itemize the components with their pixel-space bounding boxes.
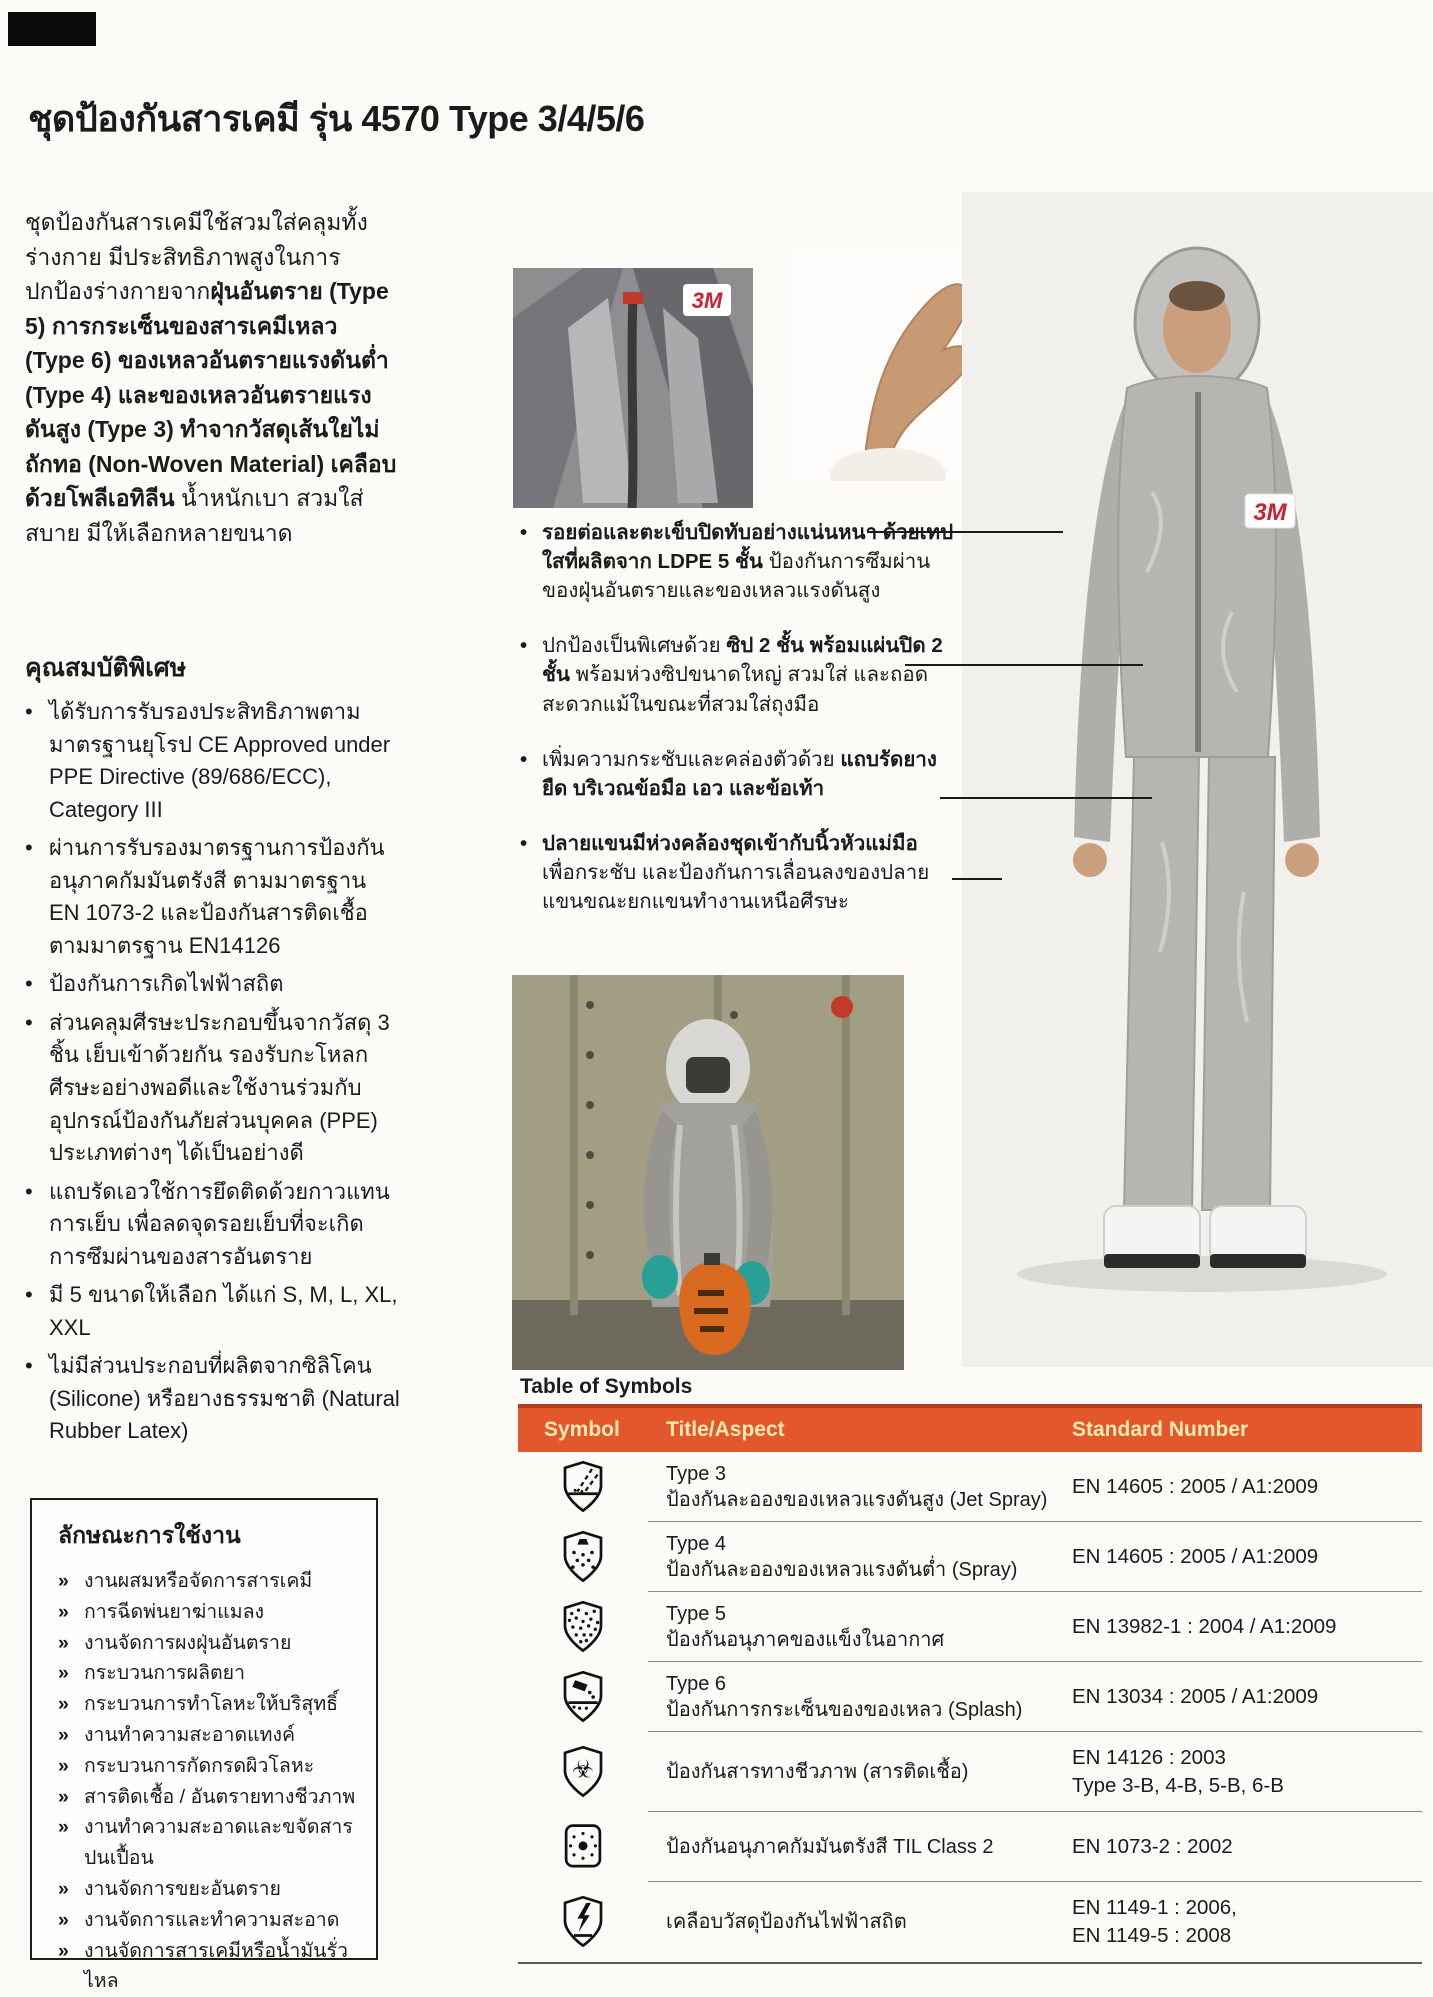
suit-photo-art bbox=[962, 192, 1433, 1367]
brand-logo-3m: 3M bbox=[691, 288, 723, 313]
usage-item bbox=[58, 1782, 366, 1813]
callout-item bbox=[520, 745, 956, 803]
brand-logo-3m: 3M bbox=[1253, 499, 1287, 526]
callout-connector-line bbox=[940, 797, 1152, 799]
feature-text: ผ่านการรับรองมาตรฐานการป้องกันอนุภาคกัมมันตรังสี ตามมาตรฐาน EN 1073-2 และป้องกันสารติดเชื้อตามมาตรฐาน EN14126 bbox=[49, 835, 385, 958]
callout-connector-line bbox=[867, 531, 1063, 533]
row-title-aspect: ป้องกันอนุภาคของแข็งในอากาศ bbox=[666, 1629, 945, 1651]
callout-pre: เพิ่มความกระชับและคล่องตัวด้วย bbox=[542, 747, 841, 771]
usage-box bbox=[30, 1498, 378, 1993]
row-standard-number: EN 14605 : 2005 / A1:2009 bbox=[1072, 1545, 1319, 1569]
splash-shield-icon bbox=[560, 1670, 606, 1724]
usage-item bbox=[58, 1566, 366, 1597]
chevron-bullet-icon: » bbox=[58, 1939, 69, 1962]
intro-bold: ฝุ่นอันตราย (Type 5) การกระเซ็นของสารเคมีเหลว (Type 6) ของเหลวอันตรายแรงดันต่ำ (Type 4) และของเหลวอันตรายแรงดันสูง (Type 3) ทำจากวัสดุเส้นใยไม่ถักทอ (Non-Woven Material) เคลือบด้วยโพลีเอทิลีน bbox=[25, 278, 397, 511]
row-title-aspect: ป้องกันอนุภาคกัมมันตรังสี TIL Class 2 bbox=[666, 1836, 994, 1858]
usage-text: กระบวนการผลิตยา bbox=[84, 1662, 246, 1685]
callout-text bbox=[542, 631, 956, 718]
worker-photo-art bbox=[512, 975, 904, 1370]
usage-text: งานจัดการขยะอันตราย bbox=[84, 1877, 281, 1900]
callout-post: เพื่อกระชับ และป้องกันการเลื่อนลงของปลายแขนขณะยกแขนทำงานเหนือศีรษะ bbox=[542, 860, 930, 914]
row-standard-number-2: EN 1149-5 : 2008 bbox=[1072, 1924, 1232, 1947]
scan-artifact-bar bbox=[8, 12, 96, 46]
callout-bold: ซิป 2 ชั้น พร้อมแผ่นปิด 2 ชั้น bbox=[542, 634, 943, 687]
column-header-standard-number: Standard Number bbox=[1072, 1418, 1249, 1441]
usage-text: งานทำความสะอาดและขจัดสารปนเปื้อน bbox=[84, 1816, 353, 1870]
usage-item bbox=[58, 1936, 366, 1997]
usage-item bbox=[58, 1720, 366, 1751]
feature-item bbox=[25, 1176, 401, 1274]
bullet-icon: • bbox=[25, 1009, 33, 1035]
row-type-label: Type 3 bbox=[666, 1463, 727, 1485]
bullet-icon: • bbox=[25, 1282, 33, 1308]
photo-suit-full-body bbox=[962, 192, 1433, 1367]
table-row bbox=[518, 1882, 1422, 1962]
table-row bbox=[518, 1812, 1422, 1882]
symbols-table-header bbox=[518, 1404, 1422, 1452]
feature-item bbox=[25, 1007, 401, 1170]
row-standard-number: EN 13982-1 : 2004 / A1:2009 bbox=[1072, 1615, 1337, 1639]
symbols-table-title: Table of Symbols bbox=[520, 1375, 693, 1398]
feature-text: ได้รับการรับรองประสิทธิภาพตามมาตรฐานยุโรป CE Approved under PPE Directive (89/686/ECC), Category III bbox=[49, 699, 391, 822]
collar-photo-art bbox=[513, 268, 753, 508]
callout-connector-line bbox=[905, 664, 1143, 666]
chevron-bullet-icon: » bbox=[58, 1877, 69, 1900]
usage-text: สารติดเชื้อ / อันตรายทางชีวภาพ bbox=[84, 1785, 356, 1808]
callout-post: พร้อมห่วงซิปขนาดใหญ่ สวมใส่ และถอดสะดวกแม้ในขณะที่สวมใส่ถุงมือ bbox=[542, 663, 929, 716]
bullet-icon: • bbox=[25, 971, 33, 997]
bullet-icon: • bbox=[25, 1353, 33, 1379]
chevron-bullet-icon: » bbox=[58, 1816, 69, 1839]
bullet-icon: • bbox=[520, 521, 528, 544]
bullet-icon: • bbox=[25, 835, 33, 861]
usage-text: การฉีดพ่นยาฆ่าแมลง bbox=[84, 1600, 265, 1623]
usage-item bbox=[58, 1597, 366, 1628]
usage-text: งานจัดการและทำความสะอาด bbox=[84, 1908, 340, 1931]
intro-normal-2: น้ำหนักเบา สวมใส่สบาย มีให้เลือกหลายขนาด bbox=[25, 485, 364, 546]
feature-text: แถบรัดเอวใช้การยึดติดด้วยกาวแทนการเย็บ เพื่อลดจุดรอยเย็บที่จะเกิดการซึมผ่านของสารอันตราย bbox=[49, 1178, 390, 1269]
row-title-aspect: ป้องกันการกระเซ็นของของเหลว (Splash) bbox=[666, 1699, 1023, 1721]
usage-text: กระบวนการทำโลหะให้บริสุทธิ์ bbox=[84, 1693, 339, 1716]
feature-item bbox=[25, 696, 401, 826]
callout-item bbox=[520, 829, 956, 916]
row-title-aspect: ป้องกันสารทางชีวภาพ (สารติดเชื้อ) bbox=[666, 1761, 969, 1783]
chevron-bullet-icon: » bbox=[58, 1754, 69, 1777]
row-standard-number: EN 13034 : 2005 / A1:2009 bbox=[1072, 1685, 1319, 1709]
usage-item bbox=[58, 1751, 366, 1782]
callout-text bbox=[542, 829, 956, 916]
usage-item bbox=[58, 1812, 366, 1874]
chevron-bullet-icon: » bbox=[58, 1631, 69, 1654]
chevron-bullet-icon: » bbox=[58, 1908, 69, 1931]
usage-item bbox=[58, 1905, 366, 1936]
row-standard-number: EN 1073-2 : 2002 bbox=[1072, 1835, 1233, 1859]
symbols-table-body bbox=[518, 1452, 1422, 1964]
usage-list bbox=[58, 1566, 366, 1997]
column-header-symbol: Symbol bbox=[544, 1418, 620, 1441]
row-type-label: Type 4 bbox=[666, 1533, 727, 1555]
usage-text: งานผสมหรือจัดการสารเคมี bbox=[84, 1570, 313, 1592]
row-type-label: Type 5 bbox=[666, 1603, 727, 1625]
biohazard-shield-icon bbox=[560, 1745, 606, 1799]
spray-shield-icon bbox=[560, 1530, 606, 1584]
callout-text bbox=[542, 745, 956, 803]
callout-pre: ปกป้องเป็นพิเศษด้วย bbox=[542, 634, 727, 658]
chevron-bullet-icon: » bbox=[58, 1693, 69, 1716]
feature-text: มี 5 ขนาดให้เลือก ได้แก่ S, M, L, XL, XXL bbox=[49, 1282, 398, 1340]
symbols-table bbox=[518, 1404, 1422, 1964]
chevron-bullet-icon: » bbox=[58, 1600, 69, 1623]
bullet-icon: • bbox=[520, 831, 528, 855]
usage-text: งานจัดการสารเคมีหรือน้ำมันรั่วไหล bbox=[84, 1939, 348, 1993]
row-standard-number: EN 14126 : 2003 bbox=[1072, 1746, 1226, 1770]
callout-post: ป้องกันการซึมผ่านของฝุ่นอันตรายและของเหลวแรงดันสูง bbox=[542, 550, 931, 603]
chevron-bullet-icon: » bbox=[58, 1662, 69, 1685]
static-electricity-shield-icon bbox=[560, 1895, 606, 1949]
table-row bbox=[518, 1732, 1422, 1812]
table-row bbox=[518, 1592, 1422, 1662]
radioactive-shield-icon bbox=[560, 1820, 606, 1874]
row-type-label: Type 6 bbox=[666, 1673, 727, 1695]
callout-bold: แถบรัดยางยืด บริเวณข้อมือ เอว และข้อเท้า bbox=[542, 747, 937, 800]
column-header-title-aspect: Title/Aspect bbox=[666, 1418, 785, 1441]
bullet-icon: • bbox=[520, 634, 528, 658]
callout-bold: รอยต่อและตะเข็บปิดทับอย่างแน่นหนา ด้วยเทปใสที่ผลิตจาก LDPE 5 ชั้น bbox=[542, 521, 954, 574]
intro-normal-1: ชุดป้องกันสารเคมีใช้สวมใส่คลุมทั้งร่างกาย มีประสิทธิภาพสูงในการปกป้องร่างกายจาก bbox=[25, 209, 368, 304]
row-standard-number-2: Type 3-B, 4-B, 5-B, 6-B bbox=[1072, 1774, 1284, 1797]
usage-text: กระบวนการกัดกรดผิวโลหะ bbox=[84, 1754, 315, 1777]
particles-shield-icon bbox=[560, 1600, 606, 1654]
chevron-bullet-icon: » bbox=[58, 1570, 69, 1592]
jet-spray-shield-icon bbox=[560, 1460, 606, 1514]
photo-worker-scene bbox=[512, 975, 904, 1370]
callout-bold: ปลายแขนมีห่วงคล้องชุดเข้ากับนิ้วหัวแม่มือ bbox=[542, 831, 918, 855]
feature-item bbox=[25, 832, 401, 962]
row-standard-number: EN 14605 : 2005 / A1:2009 bbox=[1072, 1475, 1319, 1499]
callout-connector-line bbox=[952, 878, 1002, 880]
row-title-aspect: ป้องกันละอองของเหลวแรงดันสูง (Jet Spray) bbox=[666, 1489, 1048, 1511]
feature-item bbox=[25, 968, 401, 1001]
usage-item bbox=[58, 1628, 366, 1659]
usage-item bbox=[58, 1874, 366, 1905]
callout-item bbox=[520, 631, 956, 718]
table-row bbox=[518, 1662, 1422, 1732]
feature-text: ไม่มีส่วนประกอบที่ผลิตจากซิลิโคน (Silicone) หรือยางธรรมชาติ (Natural Rubber Latex) bbox=[49, 1353, 400, 1444]
usage-heading: ลักษณะการใช้งาน bbox=[58, 1522, 241, 1548]
page-title: ชุดป้องกันสารเคมี รุ่น 4570 Type 3/4/5/6 bbox=[28, 98, 645, 139]
feature-text: ส่วนคลุมศีรษะประกอบขึ้นจากวัสดุ 3 ชิ้น เย็บเข้าด้วยกัน รองรับกะโหลกศีรษะอย่างพอดีและใช้งานร่วมกับอุปกรณ์ป้องกันภัยส่วนบุคคล (PPE) ประเภทต่างๆ ได้เป็นอย่างดี bbox=[49, 1009, 390, 1166]
feature-item bbox=[25, 1279, 401, 1344]
chevron-bullet-icon: » bbox=[58, 1723, 69, 1746]
usage-item bbox=[58, 1658, 366, 1689]
feature-item bbox=[25, 1350, 401, 1448]
usage-text: งานจัดการผงฝุ่นอันตราย bbox=[84, 1631, 292, 1654]
bullet-icon: • bbox=[25, 699, 33, 724]
row-title-aspect: เคลือบวัสดุป้องกันไฟฟ้าสถิต bbox=[666, 1911, 907, 1933]
chevron-bullet-icon: » bbox=[58, 1785, 69, 1808]
row-standard-number: EN 1149-1 : 2006, bbox=[1072, 1896, 1237, 1920]
table-row bbox=[518, 1452, 1422, 1522]
svg-text:☣: ☣ bbox=[571, 1754, 595, 1784]
photo-collar-detail bbox=[513, 268, 753, 508]
table-row bbox=[518, 1522, 1422, 1592]
feature-text: ป้องกันการเกิดไฟฟ้าสถิต bbox=[49, 971, 284, 997]
features-list bbox=[25, 696, 401, 1454]
bullet-icon: • bbox=[520, 747, 528, 771]
usage-item bbox=[58, 1689, 366, 1720]
bullet-icon: • bbox=[25, 1178, 33, 1204]
features-heading: คุณสมบัติพิเศษ bbox=[25, 654, 187, 682]
callout-list bbox=[520, 518, 956, 942]
intro-paragraph bbox=[25, 205, 397, 550]
row-title-aspect: ป้องกันละอองของเหลวแรงดันต่ำ (Spray) bbox=[666, 1559, 1018, 1581]
usage-text: งานทำความสะอาดแทงค์ bbox=[84, 1723, 296, 1746]
